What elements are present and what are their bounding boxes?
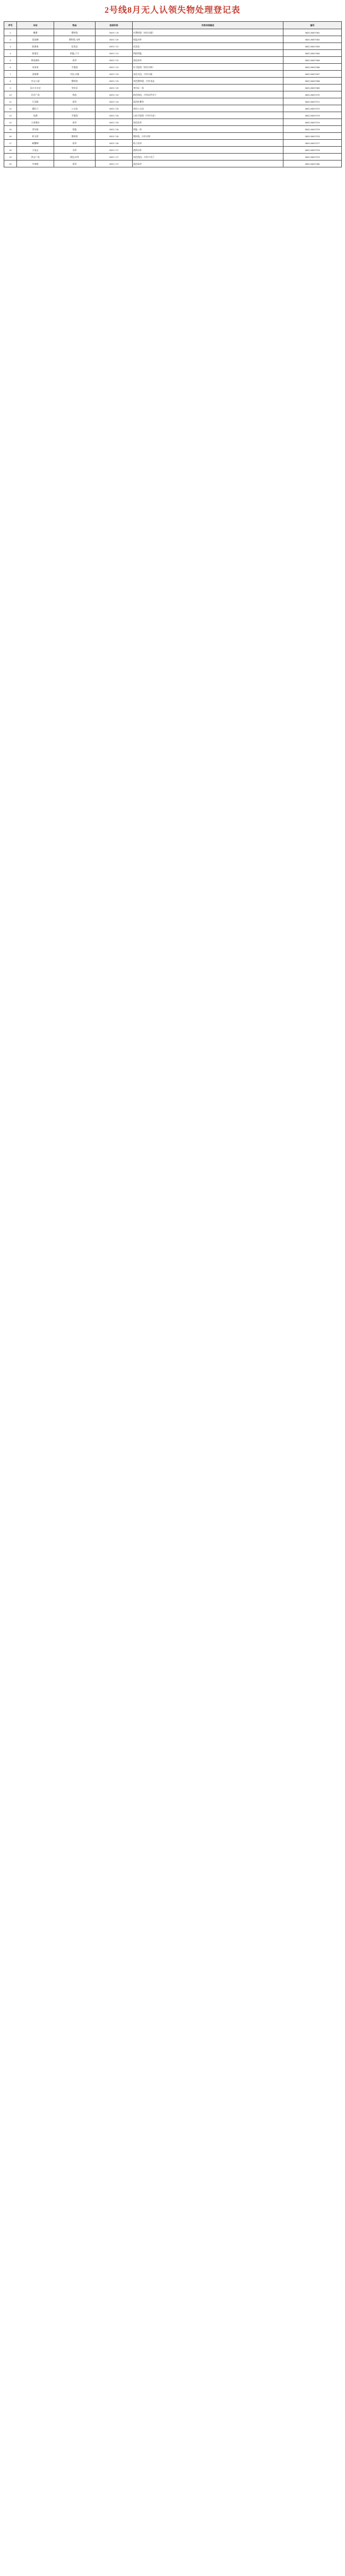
cell-index: 2 xyxy=(4,36,17,43)
cell-item: 水杯 xyxy=(54,147,96,154)
cell-description: 红手提袋（装有衣物） xyxy=(133,64,283,71)
table-row xyxy=(4,119,342,126)
cell-description: 蓝色折叠伞 xyxy=(133,98,283,105)
cell-description: 黑色雨伞 xyxy=(133,119,283,126)
cell-description: 塑料袋，内有衣物 xyxy=(133,133,283,140)
cell-index: 1 xyxy=(4,29,17,36)
cell-index: 17 xyxy=(4,140,17,147)
cell-date: 2023.7.19 xyxy=(96,29,133,36)
cell-description: 保温水杯 xyxy=(133,36,283,43)
cell-station: 江汉路 xyxy=(17,98,54,105)
table-row xyxy=(4,147,342,154)
cell-station: 宋家岗 xyxy=(17,64,54,71)
cell-station: 金银潭 xyxy=(17,71,54,78)
table-row xyxy=(4,57,342,64)
cell-item: 钱包-证件 xyxy=(54,154,96,161)
cell-index: 20 xyxy=(4,161,17,167)
cell-date: 2023.7.20 xyxy=(96,36,133,43)
cell-date: 2023.7.21 xyxy=(96,43,133,50)
cell-date: 2023.7.22 xyxy=(96,64,133,71)
cell-code: 3823-26007361 xyxy=(283,29,342,36)
cell-item: 雨伞 xyxy=(54,161,96,167)
cell-index: 16 xyxy=(4,133,17,140)
cell-date: 2023.7.26 xyxy=(96,140,133,147)
cell-code: 3823-26007364 xyxy=(283,50,342,57)
cell-date: 2023.7.23 xyxy=(96,71,133,78)
cell-item: 化妆品 xyxy=(54,43,96,50)
cell-station: 黄家湖东 xyxy=(17,57,54,64)
cell-code: 3823-26007369 xyxy=(283,85,342,91)
cell-item: 塑料袋 xyxy=(54,133,96,140)
cell-index: 4 xyxy=(4,50,17,57)
cell-code: 3823-26007366 xyxy=(283,64,342,71)
table-row xyxy=(4,50,342,57)
cell-item: 钱包 xyxy=(54,91,96,98)
table-row xyxy=(4,161,342,167)
cell-item: 雨伞 xyxy=(54,98,96,105)
cell-item: 塑料袋-水杯 xyxy=(54,36,96,43)
cell-index: 14 xyxy=(4,119,17,126)
cell-code: 3823-26007363 xyxy=(283,43,342,50)
cell-index: 11 xyxy=(4,98,17,105)
cell-index: 8 xyxy=(4,78,17,85)
table-row xyxy=(4,78,342,85)
cell-date: 2023.7.26 xyxy=(96,133,133,140)
cell-code: 3823-26007372 xyxy=(283,105,342,112)
cell-station: 花园城 xyxy=(17,36,54,43)
cell-description: 黑色钱包，内有卡若干 xyxy=(133,154,283,161)
table-row xyxy=(4,64,342,71)
table-row xyxy=(4,85,342,91)
cell-code: 3823-26007368 xyxy=(283,78,342,85)
header-item: 物品 xyxy=(54,22,96,29)
cell-station: 鹰潭 xyxy=(17,29,54,36)
table-row xyxy=(4,112,342,119)
cell-date: 2023.7.24 xyxy=(96,98,133,105)
cell-code: 3823-26007362 xyxy=(283,36,342,43)
cell-station: 小龟山 xyxy=(17,147,54,154)
cell-station: 洪山广场 xyxy=(17,154,54,161)
table-row xyxy=(4,43,342,50)
cell-item: 公文包 xyxy=(54,105,96,112)
cell-date: 2023.7.25 xyxy=(96,112,133,119)
cell-code: 3823-26007373 xyxy=(283,112,342,119)
header-date: 拾获时间 xyxy=(96,22,133,29)
cell-description: 棕色钱包，内有证件若干 xyxy=(133,91,283,98)
document-title: 2号线8月无人认领失物处理登记表 xyxy=(104,6,240,15)
cell-code: 3823-26007378 xyxy=(283,147,342,154)
cell-description: 灰色书包，内有衣服 xyxy=(133,71,283,78)
cell-code: 3823-26007365 xyxy=(283,57,342,64)
cell-item: 身份证 xyxy=(54,85,96,91)
cell-code: 3823-26007370 xyxy=(283,91,342,98)
cell-item: 雨伞 xyxy=(54,57,96,64)
cell-description: 黑色塑料袋，内有食品 xyxy=(133,78,283,85)
table-row xyxy=(4,140,342,147)
table-row xyxy=(4,36,342,43)
cell-index: 3 xyxy=(4,43,17,50)
cell-date: 2023.7.27 xyxy=(96,154,133,161)
cell-date: 2023.7.27 xyxy=(96,147,133,154)
cell-item: 手提袋 xyxy=(54,64,96,71)
cell-item: 钥匙-门卡 xyxy=(54,50,96,57)
table-header-row xyxy=(4,22,342,29)
cell-description: 格子雨伞 xyxy=(133,140,283,147)
header-station: 车站 xyxy=(17,22,54,29)
cell-date: 2023.7.23 xyxy=(96,85,133,91)
cell-item: 钥匙 xyxy=(54,126,96,133)
cell-item: 雨伞 xyxy=(54,119,96,126)
cell-index: 7 xyxy=(4,71,17,78)
cell-description: 身份证一张 xyxy=(133,85,283,91)
cell-station: 范湖 xyxy=(17,112,54,119)
cell-station: 积玉桥 xyxy=(17,133,54,140)
cell-code: 3823-26007376 xyxy=(283,133,342,140)
cell-index: 5 xyxy=(4,57,17,64)
cell-index: 15 xyxy=(4,126,17,133)
cell-date: 2023.7.21 xyxy=(96,50,133,57)
cell-station: 青年路 xyxy=(17,126,54,133)
cell-code: 3823-26007377 xyxy=(283,140,342,147)
table-row xyxy=(4,126,342,133)
table-body xyxy=(4,29,342,167)
table-row xyxy=(4,29,342,36)
cell-station: 循礼门 xyxy=(17,105,54,112)
cell-description: 蓝色雨伞 xyxy=(133,161,283,167)
cell-date: 2023.7.23 xyxy=(96,78,133,85)
cell-index: 18 xyxy=(4,147,17,154)
cell-index: 19 xyxy=(4,154,17,161)
cell-station: 中南路 xyxy=(17,161,54,167)
cell-station: 王家墩东 xyxy=(17,119,54,126)
cell-item: 手提袋 xyxy=(54,112,96,119)
table-row xyxy=(4,91,342,98)
header-code: 编号 xyxy=(283,22,342,29)
cell-date: 2023.7.22 xyxy=(96,57,133,64)
table-row xyxy=(4,154,342,161)
cell-code: 3823-26007375 xyxy=(283,126,342,133)
cell-code: 3823-26007374 xyxy=(283,119,342,126)
cell-index: 10 xyxy=(4,91,17,98)
cell-code: 3823-26007380 xyxy=(283,161,342,167)
cell-station: 汉口火车站 xyxy=(17,85,54,91)
cell-station: 中山公园 xyxy=(17,78,54,85)
table-row xyxy=(4,133,342,140)
cell-description: 钥匙一串 xyxy=(133,126,283,133)
cell-date: 2023.7.25 xyxy=(96,119,133,126)
cell-station: 阳逻北 xyxy=(17,50,54,57)
cell-description: 白色手提袋（内有书本） xyxy=(133,112,283,119)
cell-description: 黑色雨伞 xyxy=(133,57,283,64)
cell-item: 书包-衣服 xyxy=(54,71,96,78)
table-row xyxy=(4,98,342,105)
cell-station: 螃蟹岬 xyxy=(17,140,54,147)
cell-item: 塑料袋 xyxy=(54,29,96,36)
cell-date: 2023.7.25 xyxy=(96,105,133,112)
cell-index: 13 xyxy=(4,112,17,119)
table-row xyxy=(4,105,342,112)
cell-item: 塑料袋 xyxy=(54,78,96,85)
cell-index: 12 xyxy=(4,105,17,112)
lost-property-table xyxy=(4,21,342,167)
cell-date: 2023.7.26 xyxy=(96,126,133,133)
header-description: 失物详细描述 xyxy=(133,22,283,29)
cell-code: 3823-26007379 xyxy=(283,154,342,161)
cell-code: 3823-26007367 xyxy=(283,71,342,78)
cell-item: 雨伞 xyxy=(54,140,96,147)
cell-description: 两把钥匙 xyxy=(133,50,283,57)
cell-description: 黑色公文包 xyxy=(133,105,283,112)
cell-description: 透明水杯 xyxy=(133,147,283,154)
cell-station: 阳逻南 xyxy=(17,43,54,50)
cell-index: 6 xyxy=(4,64,17,71)
header-index: 序号 xyxy=(4,22,17,29)
cell-date: 2023.7.27 xyxy=(96,161,133,167)
table-row xyxy=(4,71,342,78)
cell-code: 3823-26007371 xyxy=(283,98,342,105)
cell-description: 化妆品 xyxy=(133,43,283,50)
cell-date: 2023.7.24 xyxy=(96,91,133,98)
cell-index: 9 xyxy=(4,85,17,91)
cell-station: 光谷广场 xyxy=(17,91,54,98)
cell-description: 红塑料袋（米色衣服） xyxy=(133,29,283,36)
